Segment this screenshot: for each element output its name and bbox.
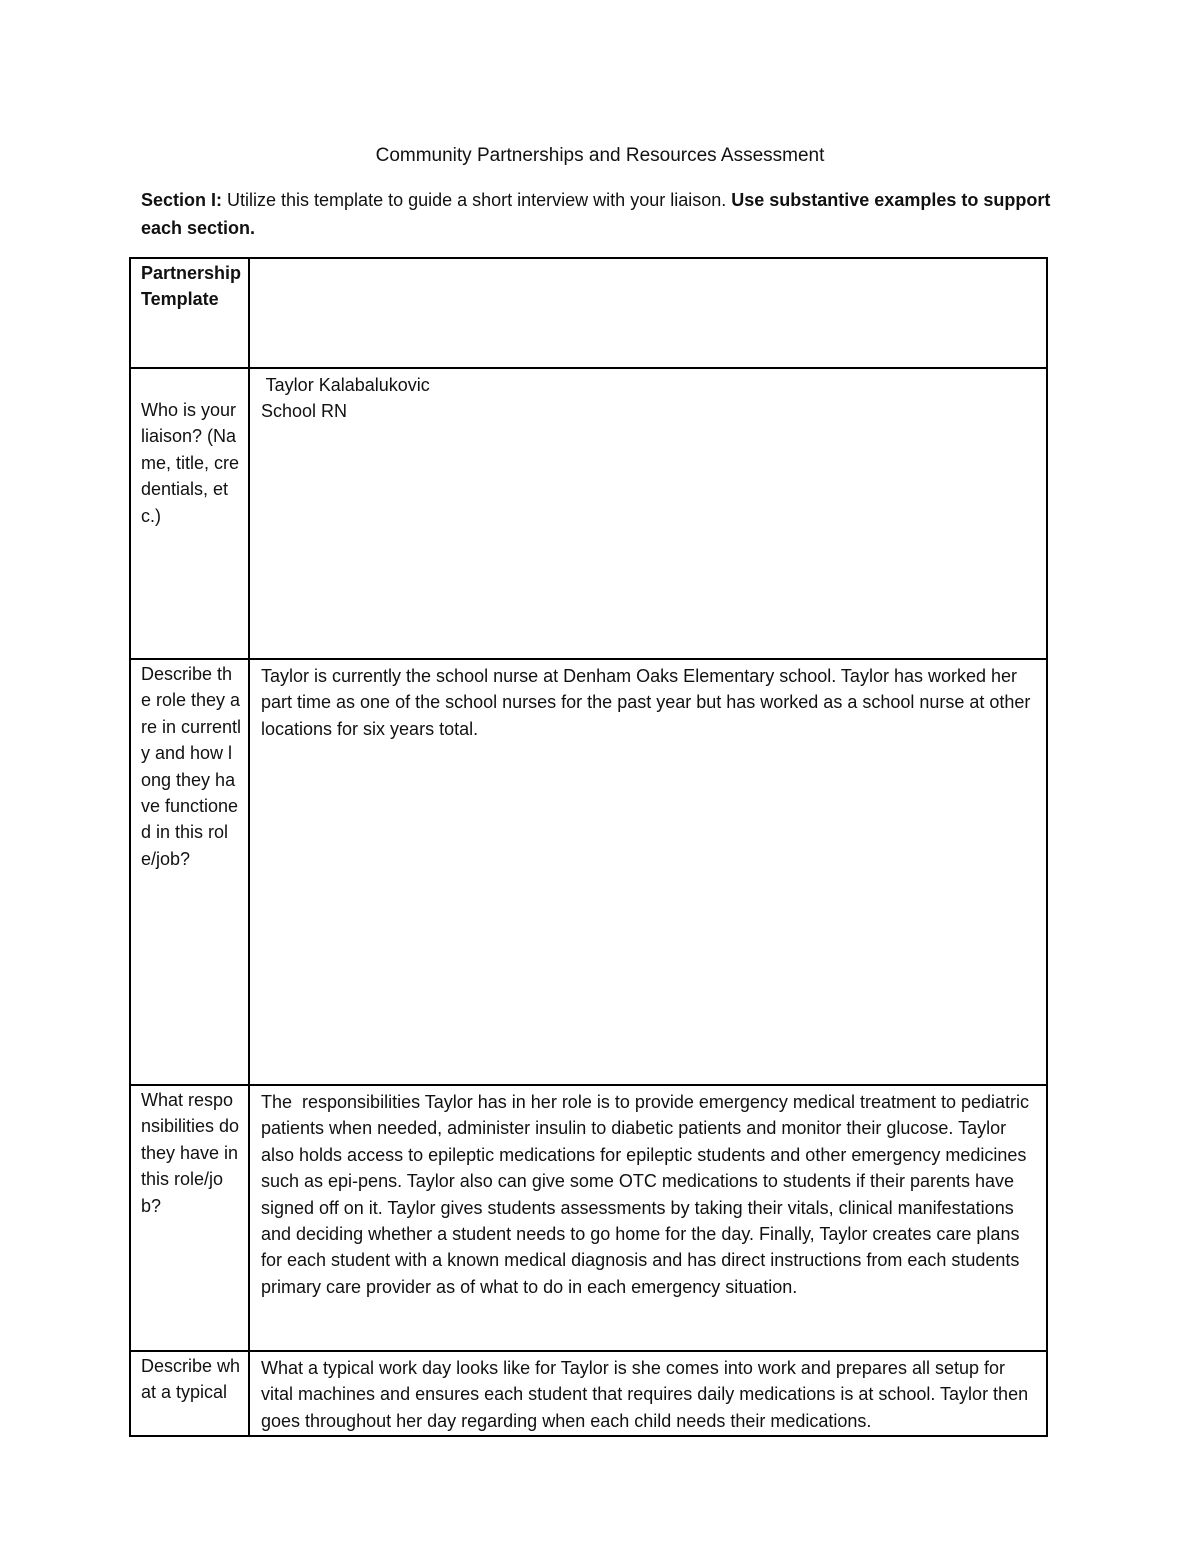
table-row <box>130 368 1047 659</box>
answer-cell: What a typical work day looks like for Taylor is she comes into work and prepares all setup for vital machines and ensures each student that requires daily medications is at school. Taylor then goes throughout her day regarding when each child needs their medications. <box>249 1351 1047 1436</box>
partnership-template-table <box>129 257 1048 1437</box>
section-label: Section I: <box>141 190 223 210</box>
question-cell: Describe the role they are in currently and how long they have functioned in this role/job? <box>130 659 249 1085</box>
header-answer-cell <box>249 258 1047 368</box>
answer-cell <box>249 368 1047 659</box>
table-row <box>130 1085 1047 1351</box>
document-title: Community Partnerships and Resources Assessment <box>375 145 825 166</box>
intro-emphasis: Use substantive examples to support each section. <box>141 190 1051 238</box>
table-row <box>130 659 1047 1085</box>
liaison-name: Taylor Kalabalukovic <box>261 375 430 395</box>
section-intro <box>141 186 1056 242</box>
header-label-cell: Partnership Template <box>130 258 249 368</box>
question-cell: Who is your liaison? (Name, title, credentials, etc.) <box>130 368 249 659</box>
question-cell: What responsibilities do they have in this role/job? <box>130 1085 249 1351</box>
question-cell: Describe what a typical <box>130 1351 249 1436</box>
answer-cell: The responsibilities Taylor has in her role is to provide emergency medical treatment to pediatric patients when needed, administer insulin to diabetic patients and monitor their glucose. Taylor also holds access to epileptic medications for epileptic students and other emergency medicines such as epi-pens. Taylor also can give some OTC medications to students if their parents have signed off on it. Taylor gives students assessments by taking their vitals, clinical manifestations and deciding whether a student needs to go home for the day. Finally, Taylor creates care plans for each student with a known medical diagnosis and has direct instructions from each students primary care provider as of what to do in each emergency situation. <box>249 1085 1047 1351</box>
liaison-title: School RN <box>261 401 348 422</box>
answer-cell: Taylor is currently the school nurse at Denham Oaks Elementary school. Taylor has worked her part time as one of the school nurses for the past year but has worked as a school nurse at other locations for six years total. <box>249 659 1047 1085</box>
table-row <box>130 1351 1047 1436</box>
table-header-row <box>130 258 1047 368</box>
intro-instruction: Utilize this template to guide a short interview with your liaison. <box>222 190 732 210</box>
